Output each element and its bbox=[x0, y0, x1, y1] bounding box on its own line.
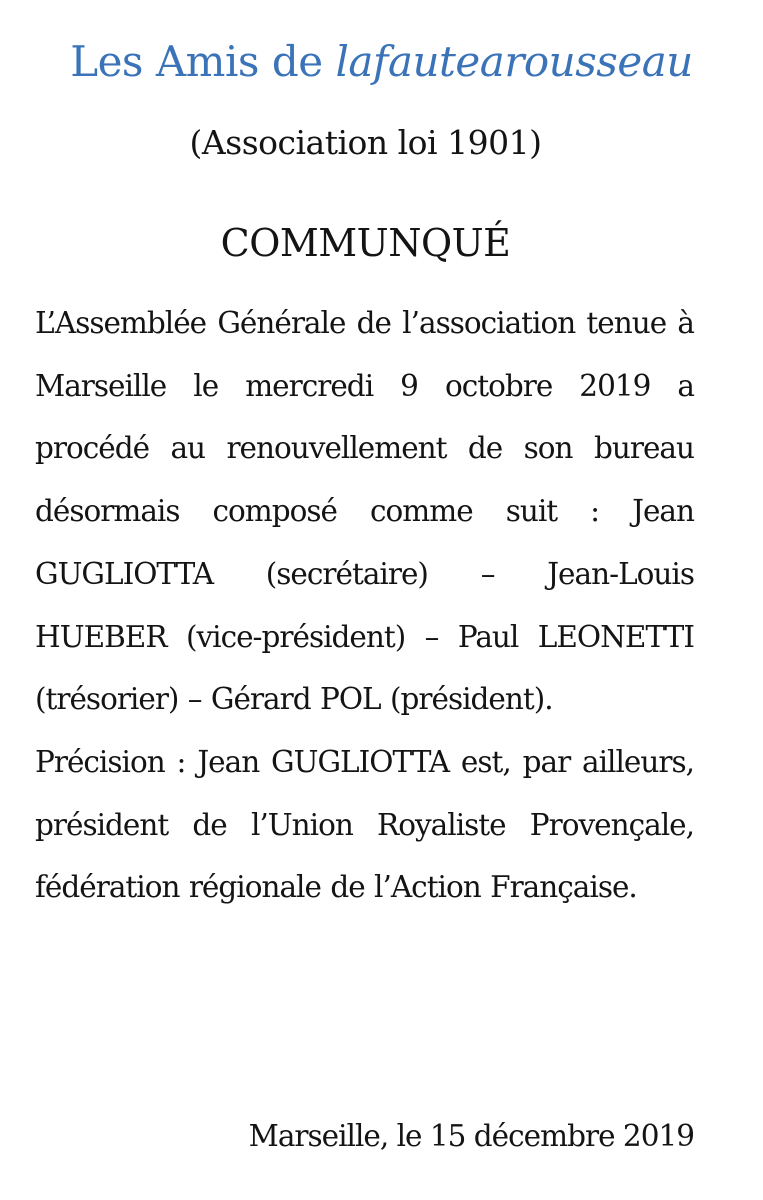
place-date-line: Marseille, le 15 décembre 2019 bbox=[248, 1119, 694, 1153]
communique-body bbox=[35, 292, 694, 919]
title-prefix: Les Amis de bbox=[70, 37, 336, 86]
communique-heading: COMMUNQUÉ bbox=[220, 221, 511, 265]
title-brand: lafautearousseau bbox=[335, 37, 693, 86]
association-subtitle: (Association loi 1901) bbox=[189, 123, 542, 162]
communique-paragraph-precision: Précision : Jean GUGLIOTTA est, par ailleurs, président de l’Union Royaliste Provençale, fédération régionale de l’Action Française. bbox=[35, 744, 694, 905]
association-title bbox=[0, 34, 763, 90]
communique-paragraph-assembly: L’Assemblée Générale de l’association tenue à Marseille le mercredi 9 octobre 2019 a procédé au renouvellement de son bureau désormais composé comme suit : Jean GUGLIOTTA (secrétaire) – Jean-Louis HUEBER (vice-président) – Paul LEONETTI (trésorier) – Gérard POL (président). bbox=[35, 306, 694, 717]
